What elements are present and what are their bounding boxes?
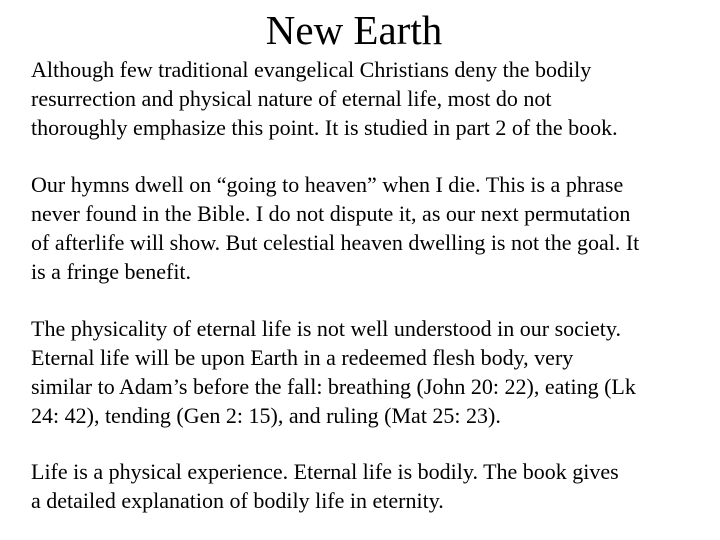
paragraph-1: Although few traditional evangelical Christians deny the bodily resurrection and physical nature of eternal life, most do not thoroughly emphasize this point. It is studied in part 2 of the book. <box>31 57 618 140</box>
paragraph-4: Life is a physical experience. Eternal life is bodily. The book gives a detailed explanation of bodily life in eternity. <box>31 459 619 513</box>
slide-title: New Earth <box>265 7 443 53</box>
paragraph-2: Our hymns dwell on “going to heaven” when I die. This is a phrase never found in the Bible. I do not dispute it, as our next permutation of afterlife will show. But celestial heaven dwelling is not the goal. It is a fringe benefit. <box>31 172 640 284</box>
paragraph-3: The physicality of eternal life is not well understood in our society. Eternal life will be upon Earth in a redeemed flesh body, very similar to Adam’s before the fall: breathing (John 20: 22), eating (Lk 24: 42), tending (Gen 2: 15), and ruling (Mat 25: 23). <box>31 316 636 428</box>
